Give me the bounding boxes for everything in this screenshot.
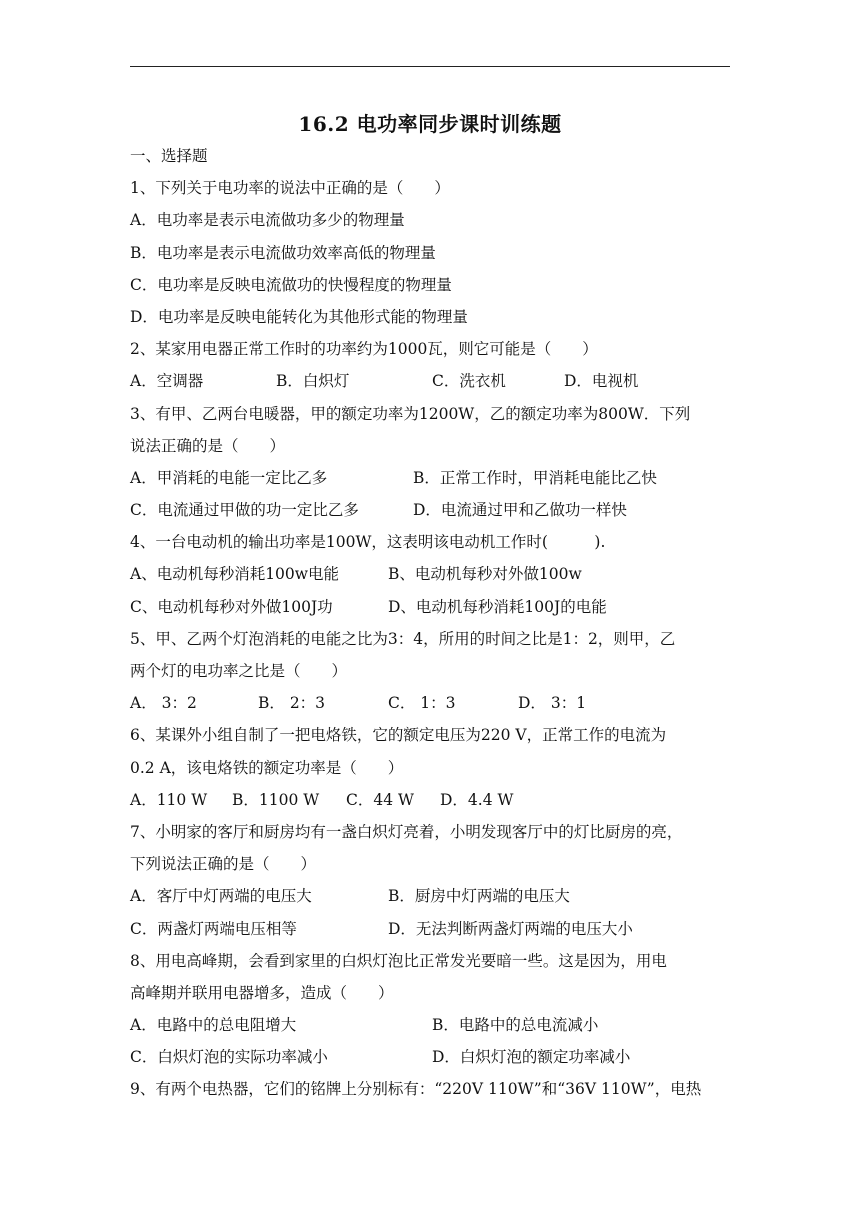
question-stem: 7、小明家的客厅和厨房均有一盏白炽灯亮着，小明发现客厅中的灯比厨房的亮， — [130, 822, 683, 841]
question-stem: 6、某课外小组自制了一把电烙铁，它的额定电压为220 V，正常工作的电流为 — [130, 726, 667, 745]
question-stem: 说法正确的是（ ） — [130, 436, 286, 455]
option-row — [130, 913, 730, 945]
question-option: C．电流通过甲做的功一定比乙多 — [130, 501, 359, 520]
question-stem: 高峰期并联用电器增多，造成（ ） — [130, 983, 394, 1002]
question-stem: 下列说法正确的是（ ） — [130, 855, 317, 874]
option-row — [130, 494, 730, 526]
question-option: B．白炽灯 — [276, 372, 350, 391]
question-option: A、电动机每秒消耗100w电能 — [130, 565, 340, 584]
question-option: B．1100 W — [232, 790, 320, 809]
question-option: D．无法判断两盏灯两端的电压大小 — [388, 919, 633, 938]
question-option: D、电动机每秒消耗100J的电能 — [388, 597, 607, 616]
question-option: B、电动机每秒对外做100w — [388, 565, 582, 584]
question-option: A．电功率是表示电流做功多少的物理量 — [130, 211, 405, 230]
question-option: D．电功率是反映电能转化为其他形式能的物理量 — [130, 307, 468, 326]
option-row — [130, 880, 730, 912]
question-stem: 3、有甲、乙两台电暖器，甲的额定功率为1200W，乙的额定功率为800W．下列 — [130, 404, 691, 423]
option-row — [130, 1041, 730, 1073]
section-heading: 一、选择题 — [130, 147, 208, 165]
question-option: C．电功率是反映电流做功的快慢程度的物理量 — [130, 275, 452, 294]
question-stem: 9、有两个电热器，它们的铭牌上分别标有：“220V 110W”和“36V 110W”，电热 — [130, 1080, 702, 1099]
question-stem: 5、甲、乙两个灯泡消耗的电能之比为3：4，所用的时间之比是1：2，则甲，乙 — [130, 629, 676, 648]
option-row — [130, 784, 730, 816]
question-option: C．两盏灯两端电压相等 — [130, 919, 297, 938]
question-option: A．电路中的总电阻增大 — [130, 1016, 297, 1035]
option-row — [130, 365, 730, 397]
question-option: B．电功率是表示电流做功效率高低的物理量 — [130, 243, 436, 262]
question-option: B．电路中的总电流减小 — [432, 1016, 599, 1035]
question-stem: 1、下列关于电功率的说法中正确的是（ ） — [130, 179, 450, 198]
question-option: C．洗衣机 — [432, 372, 506, 391]
question-option: B．正常工作时，甲消耗电能比乙快 — [413, 468, 657, 487]
question-option: D．4.4 W — [440, 790, 514, 809]
document-body — [130, 140, 730, 1106]
option-row — [130, 591, 730, 623]
header-rule — [130, 66, 730, 67]
page-title: 16.2 电功率同步课时训练题 — [298, 112, 562, 136]
question-option: D． 3：1 — [518, 694, 587, 713]
question-option: C．44 W — [346, 790, 414, 809]
question-option: A．甲消耗的电能一定比乙多 — [130, 468, 328, 487]
question-stem: 8、用电高峰期，会看到家里的白炽灯泡比正常发光要暗一些。这是因为，用电 — [130, 951, 667, 970]
question-option: C． 1：3 — [388, 694, 456, 713]
question-option: C、电动机每秒对外做100J功 — [130, 597, 333, 616]
question-option: D．电流通过甲和乙做功一样快 — [413, 501, 627, 520]
question-option: A．空调器 — [130, 372, 204, 391]
option-row — [130, 558, 730, 590]
question-option: C．白炽灯泡的实际功率减小 — [130, 1048, 328, 1067]
option-row — [130, 1009, 730, 1041]
question-option: A．110 W — [130, 790, 208, 809]
option-row — [130, 687, 730, 719]
option-row — [130, 462, 730, 494]
question-option: D．电视机 — [564, 372, 639, 391]
question-option: B． 2：3 — [258, 694, 326, 713]
question-option: D．白炽灯泡的额定功率减小 — [432, 1048, 631, 1067]
question-option: A． 3：2 — [130, 694, 197, 713]
question-stem: 0.2 A，该电烙铁的额定功率是（ ） — [130, 758, 404, 777]
question-option: A．客厅中灯两端的电压大 — [130, 887, 312, 906]
question-stem: 两个灯的电功率之比是（ ） — [130, 662, 348, 680]
question-stem: 4、一台电动机的输出功率是100W，这表明该电动机工作时( ). — [130, 533, 606, 552]
question-stem: 2、某家用电器正常工作时的功率约为1000瓦，则它可能是（ ） — [130, 340, 598, 359]
question-option: B．厨房中灯两端的电压大 — [388, 887, 570, 906]
